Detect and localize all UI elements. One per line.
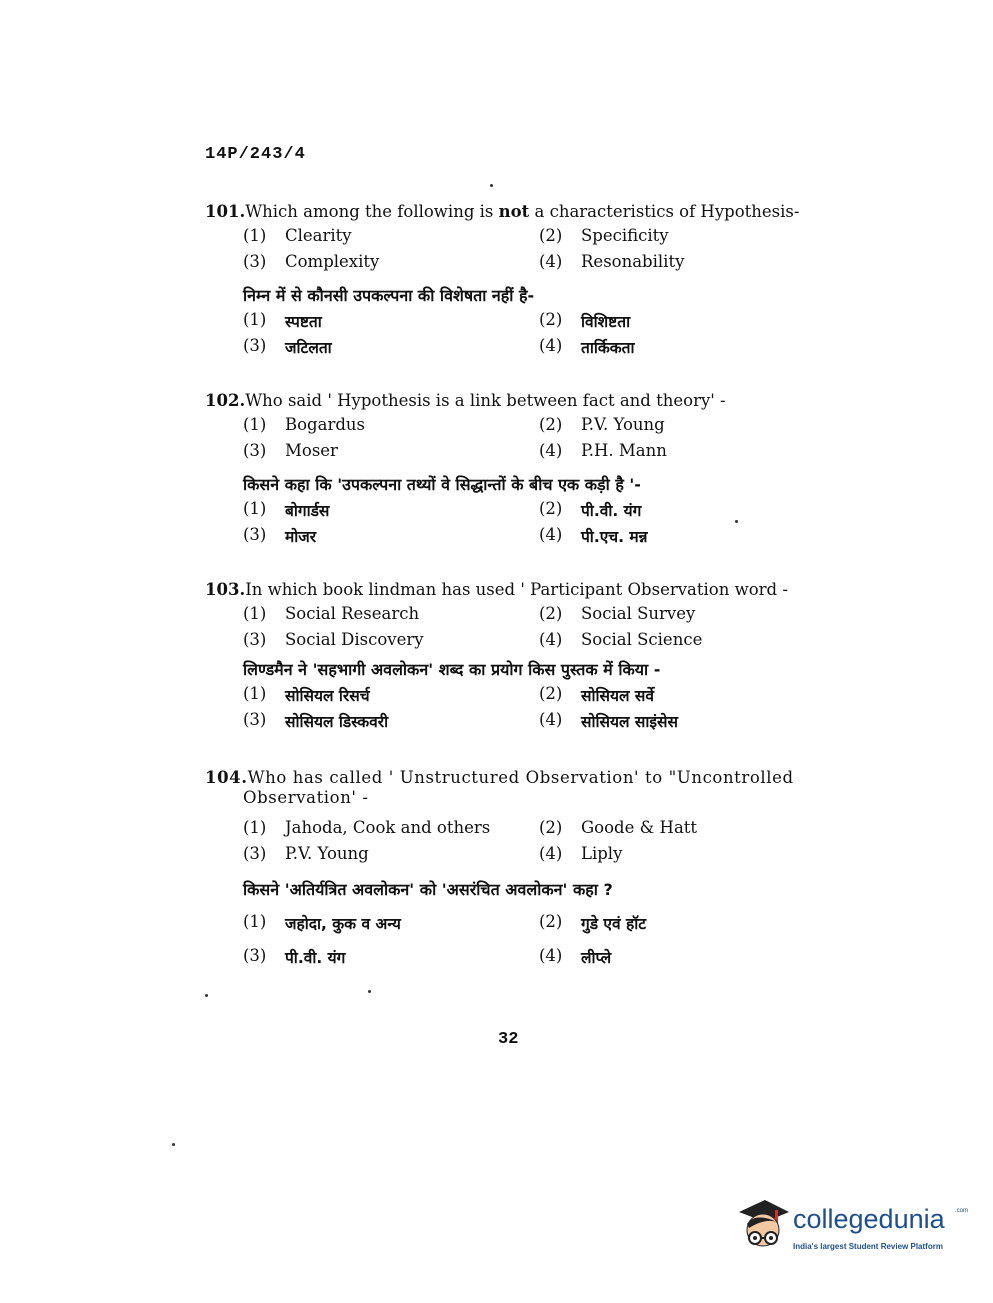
question-text-part: a characteristics of Hypothesis-: [529, 202, 800, 221]
option-number: (4): [539, 440, 563, 460]
option: [539, 912, 646, 934]
scan-speck: [735, 520, 738, 523]
option: [539, 310, 630, 332]
english-options: [243, 411, 845, 463]
option: [539, 684, 654, 706]
option-label: Moser: [285, 440, 338, 460]
option-number: (3): [243, 525, 267, 544]
option-number: (3): [243, 843, 267, 863]
option-number: (1): [243, 912, 267, 931]
option-label: गुडे एवं हॉट: [581, 915, 647, 933]
option: [539, 818, 697, 837]
question-text: [205, 391, 845, 411]
scan-speck: [368, 990, 371, 993]
hindi-options: [243, 497, 845, 549]
option-label: Liply: [581, 843, 623, 863]
option-number: (4): [539, 710, 563, 729]
option: [243, 252, 539, 271]
option-number: (3): [243, 710, 267, 729]
option: [539, 946, 611, 968]
hindi-question-text: निम्न में से कौनसी उपकल्पना की विशेषता नहीं है-: [243, 286, 535, 305]
brand-tagline: India's largest Student Review Platform: [793, 1242, 943, 1251]
option-number: (2): [539, 225, 563, 245]
option-label: लीप्ले: [581, 949, 612, 967]
option: [539, 710, 678, 732]
option-number: (3): [243, 336, 267, 355]
option-number: (3): [243, 946, 267, 965]
option-label: तार्किकता: [581, 339, 635, 357]
option-number: (1): [243, 603, 267, 623]
question-101: [205, 202, 845, 360]
option-label: Goode & Hatt: [581, 817, 698, 837]
english-options: [243, 222, 845, 274]
option: [243, 441, 539, 460]
option-number: (2): [539, 414, 563, 434]
option-number: (1): [243, 684, 267, 703]
option-number: (2): [539, 912, 563, 931]
option: [539, 499, 641, 521]
question-text: [205, 580, 845, 600]
option: [243, 226, 539, 245]
option-number: (2): [539, 499, 563, 518]
hindi-question-text: लिण्डमैन ने 'सहभागी अवलोकन' शब्द का प्रयोग किस पुस्तक में किया -: [243, 660, 661, 679]
option-label: Clearity: [285, 225, 352, 245]
student-mascot-icon: [735, 1198, 791, 1258]
question-text-part: Who said ' Hypothesis is a link between fact and theory' -: [245, 391, 726, 410]
option-label: Social Research: [285, 603, 420, 623]
option: [539, 441, 667, 460]
option-label: P.H. Mann: [581, 440, 667, 460]
option-label: P.V. Young: [581, 414, 665, 434]
option-number: (1): [243, 499, 267, 518]
option: [539, 844, 622, 863]
option-label: Social Survey: [581, 603, 696, 623]
option-number: (2): [539, 684, 563, 703]
option: [243, 946, 539, 968]
question-number: 104.: [205, 768, 248, 787]
brand-name: collegedunia: [793, 1204, 945, 1234]
option-number: (3): [243, 440, 267, 460]
option: [539, 415, 665, 434]
hindi-options: [243, 308, 845, 360]
option-number: (2): [539, 310, 563, 329]
option: [243, 684, 539, 706]
question-number: 101.: [205, 202, 246, 221]
question-number: 102.: [205, 391, 246, 410]
option: [243, 912, 539, 934]
option: [539, 525, 648, 547]
question-text-part: In which book lindman has used ' Participant Observation word -: [245, 580, 788, 599]
option-label: Social Science: [581, 629, 703, 649]
question-103: [205, 580, 845, 734]
option-label: सोसियल रिसर्च: [285, 687, 370, 705]
option-number: (4): [539, 629, 563, 649]
english-options: [243, 600, 845, 652]
option: [243, 525, 539, 547]
option-label: मोजर: [285, 528, 317, 546]
option-label: जहोदा, कुक व अन्य: [285, 915, 401, 933]
option: [243, 499, 539, 521]
option-number: (4): [539, 251, 563, 271]
option-number: (1): [243, 414, 267, 434]
option-label: Social Discovery: [285, 629, 424, 649]
option: [539, 226, 669, 245]
option-label: P.V. Young: [285, 843, 369, 863]
option-label: जटिलता: [285, 339, 332, 357]
hindi-question-text: किसने 'अतिर्यत्रित अवलोकन' को 'असरंचित अवलोकन' कहा ?: [243, 880, 613, 899]
question-102: [205, 391, 845, 549]
option-number: (1): [243, 310, 267, 329]
option: [243, 630, 539, 649]
question-text: [205, 202, 845, 222]
option: [539, 252, 684, 271]
english-options: [243, 814, 830, 866]
option-number: (3): [243, 629, 267, 649]
option-label: बोगार्डस: [285, 502, 330, 520]
option: [243, 844, 539, 863]
scan-speck: [205, 994, 208, 997]
scan-speck: [172, 1143, 175, 1146]
option: [539, 336, 635, 358]
option-label: पी.एच. मन्न: [581, 528, 648, 546]
scan-speck: [490, 184, 493, 187]
page-number: 32: [498, 1030, 519, 1049]
question-text-part: Which among the following is: [245, 202, 499, 221]
option: [539, 630, 702, 649]
option-label: Resonability: [581, 251, 685, 271]
hindi-options: [243, 906, 830, 974]
option-number: (3): [243, 251, 267, 271]
option-number: (2): [539, 603, 563, 623]
option: [243, 336, 539, 358]
option: [243, 710, 539, 732]
option-number: (2): [539, 817, 563, 837]
option-number: (1): [243, 225, 267, 245]
option-label: पी.वी. यंग: [285, 949, 346, 967]
paper-code: 14P/243/4: [205, 145, 306, 164]
question-104: [205, 768, 830, 974]
question-number: 103.: [205, 580, 246, 599]
option-label: सोसियल साइंसेस: [581, 713, 678, 731]
option-label: Specificity: [581, 225, 669, 245]
option-number: (4): [539, 946, 563, 965]
option-label: सोसियल डिस्कवरी: [285, 713, 389, 731]
question-text: [205, 768, 830, 808]
option: [243, 604, 539, 623]
option: [243, 415, 539, 434]
option-number: (1): [243, 817, 267, 837]
option-number: (4): [539, 525, 563, 544]
option-label: Complexity: [285, 251, 380, 271]
option-label: सोसियल सर्वे: [581, 687, 654, 705]
brand-suffix: .com: [955, 1208, 969, 1214]
hindi-options: [243, 682, 845, 734]
option: [243, 818, 539, 837]
collegedunia-watermark: [735, 1198, 969, 1262]
option: [243, 310, 539, 332]
option: [539, 604, 695, 623]
option-number: (4): [539, 843, 563, 863]
option-label: विशिष्टता: [581, 313, 631, 331]
option-label: स्पष्टता: [285, 313, 322, 331]
hindi-question-text: किसने कहा कि 'उपकल्पना तथ्यों वे सिद्धान्तों के बीच एक कड़ी है '-: [243, 475, 641, 494]
option-label: Jahoda, Cook and others: [285, 817, 491, 837]
option-number: (4): [539, 336, 563, 355]
question-text-emphasis: not: [498, 202, 530, 221]
question-text-part: Who has called ' Unstructured Observation' to "Uncontrolled Observation' -: [243, 768, 794, 807]
option-label: Bogardus: [285, 414, 366, 434]
option-label: पी.वी. यंग: [581, 502, 642, 520]
